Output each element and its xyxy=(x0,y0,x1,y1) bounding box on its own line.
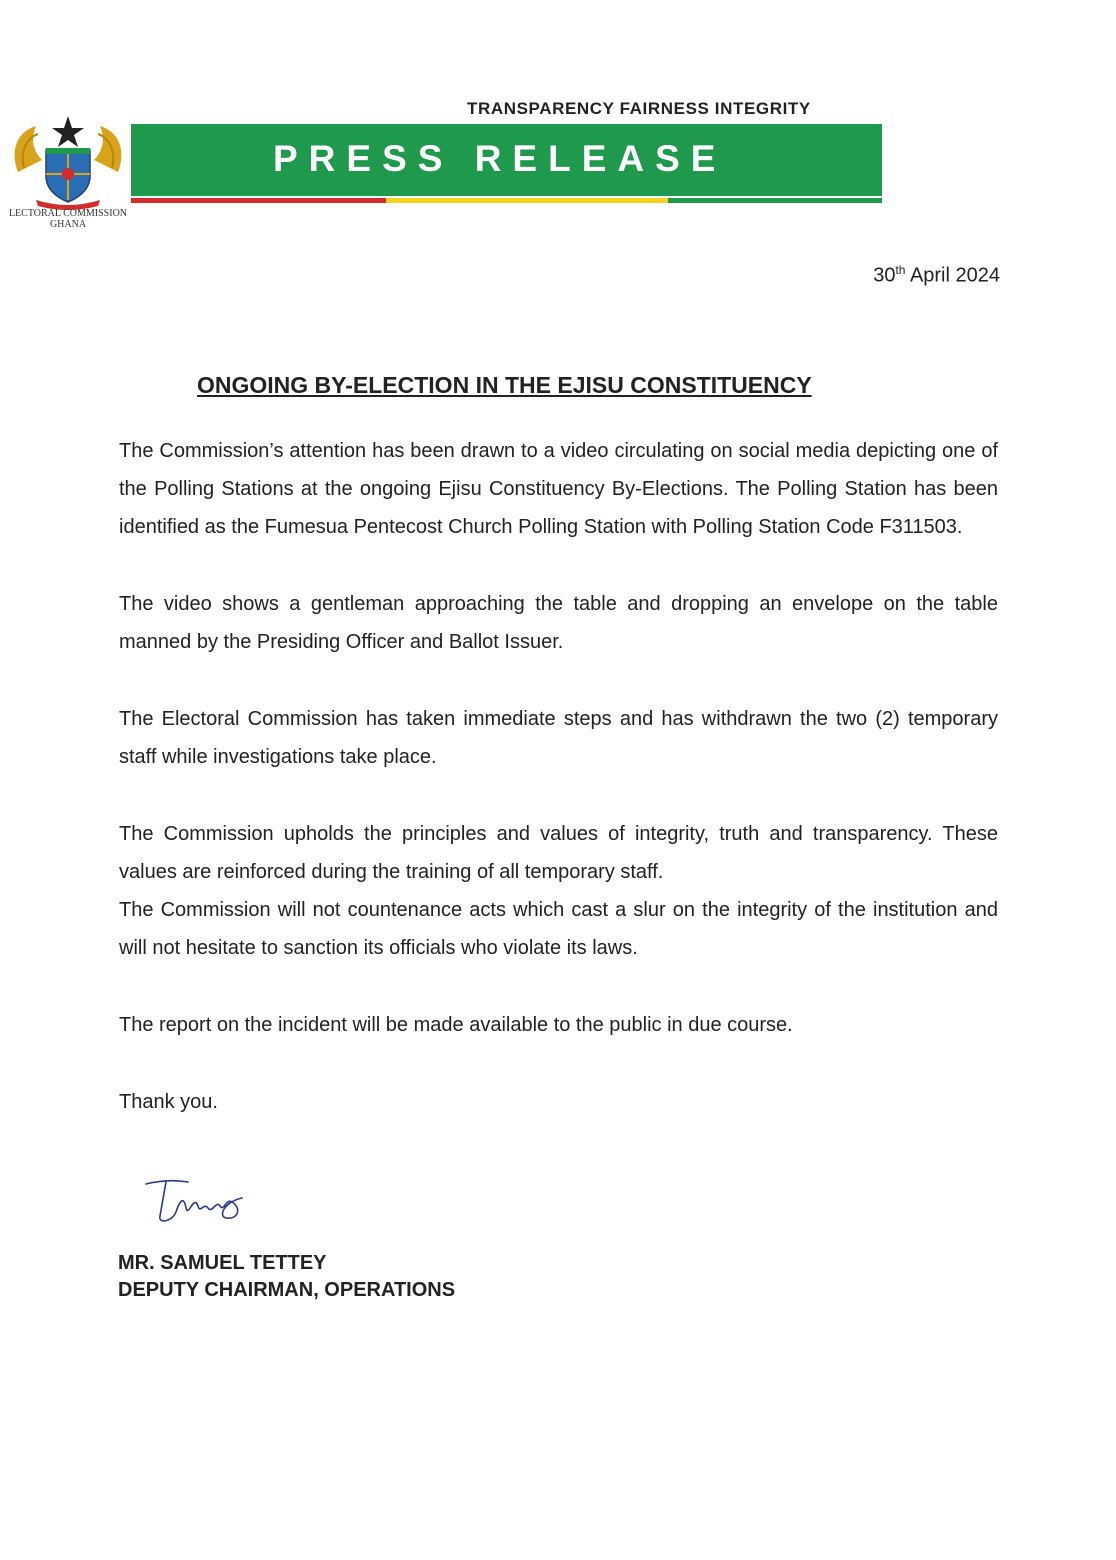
commission-name-line1: LECTORAL COMMISSION xyxy=(8,208,128,219)
date-month-year: April 2024 xyxy=(905,264,1000,287)
paragraph: The video shows a gentleman approaching the table and dropping an envelope on the table manned by the Presiding Officer and Ballot Issuer. xyxy=(119,593,998,653)
commission-name-line2: GHANA xyxy=(49,219,87,230)
signatory-name: MR. SAMUEL TETTEY xyxy=(118,1252,327,1274)
paragraph: The Commission upholds the principles and values of integrity, truth and transparency. These values are reinforced during the training of all temporary staff. xyxy=(119,823,998,883)
closing: Thank you. xyxy=(119,1091,218,1113)
paragraph: The report on the incident will be made available to the public in due course. xyxy=(119,1014,793,1036)
banner-title: PRESS RELEASE xyxy=(273,138,727,179)
paragraph: The Commission will not countenance acts which cast a slur on the integrity of the institution and will not hesitate to sanction its officials who violate its laws. xyxy=(119,899,998,959)
date-suffix: th xyxy=(895,263,906,277)
paragraph: The Commission’s attention has been drawn to a video circulating on social media depicting one of the Polling Stations at the ongoing Ejisu Constituency By-Elections. The Polling Station has been identified as the Fumesua Pentecost Church Polling Station with Polling Station Code F311503. xyxy=(119,440,998,538)
signatory xyxy=(118,1250,455,1304)
date-day: 30 xyxy=(873,264,896,287)
stripe-yellow xyxy=(386,198,668,203)
press-release-body xyxy=(119,432,998,1121)
stripe-green xyxy=(668,198,882,203)
coat-of-arms-icon xyxy=(8,112,128,212)
commission-name xyxy=(2,208,134,230)
signature-icon xyxy=(142,1172,252,1232)
press-release-banner xyxy=(131,124,882,196)
headline: ONGOING BY-ELECTION IN THE EJISU CONSTITUENCY xyxy=(197,372,812,398)
paragraph: The Electoral Commission has taken immediate steps and has withdrawn the two (2) temporary staff while investigations take place. xyxy=(119,708,998,768)
release-date xyxy=(873,263,1000,288)
stripe-red xyxy=(131,198,386,203)
motto: TRANSPARENCY FAIRNESS INTEGRITY xyxy=(467,99,811,118)
signatory-title: DEPUTY CHAIRMAN, OPERATIONS xyxy=(118,1279,456,1301)
